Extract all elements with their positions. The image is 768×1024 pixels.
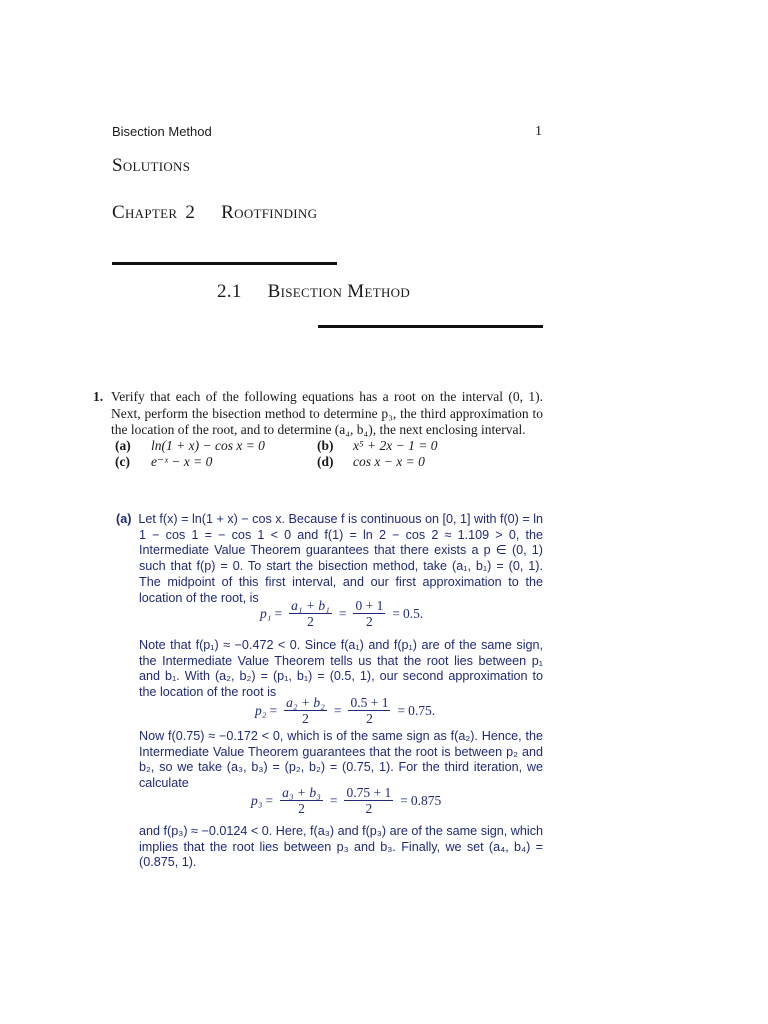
fraction-numerator: 0.5 + 1 [350,695,389,710]
equation-p2: p₂ = $\frac{\text{a₂ + b₂}}{2}$ = $\frac{0.5 + 1}{2}$ = 0.75. [255,695,436,726]
fraction-numerator: a₁ + b₁ [291,598,330,613]
parts-row [115,454,535,470]
eq-result: 0.5. [402,605,424,621]
fraction [348,695,390,726]
solution-a-paragraph-3: Now f(0.75) ≈ −0.172 < 0, which is of the same sign as f(a₂). Hence, the Intermediate Value Theorem guarantees that the root is between p₂ and b₂, so we take (a₃, b₃) = (p₂, b₂) = (0.75, 1). For the third iteration, we calculate [139,729,543,791]
fraction-numerator: 0 + 1 [355,598,384,613]
bottom-rule [318,325,543,328]
fraction-numerator: 0.75 + 1 [346,785,392,800]
part-equation: cos x − x = 0 [353,454,425,469]
solution-a-paragraph-4: and f(p₃) ≈ −0.0124 < 0. Here, f(a₃) and f(p₃) are of the same sign, which implies that the root lies between p₃ and b₃. Finally, we set (a₄, b₄) = (0.875, 1). [139,824,543,870]
solution-label: (a) [116,512,132,526]
fraction-denominator: 2 [302,711,309,726]
part-c [115,454,317,470]
eq-lhs: p₂ [255,702,267,718]
fraction-numerator: a₂ + b₂ [286,695,325,710]
running-head: Bisection Method [112,124,212,139]
problem-statement [93,389,543,439]
fraction-numerator: a₃ + b₃ [282,785,321,800]
part-label: (a) [115,438,131,453]
part-label: (d) [317,454,334,469]
eq-result: 0.75. [408,702,436,718]
solutions-heading: Solutions [112,155,191,176]
part-equation: e⁻ˣ − x = 0 [151,454,213,469]
part-d [317,454,519,470]
problem-text: Verify that each of the following equations has a root on the interval (0, 1). Next, perform the bisection method to determine p₃, the third approximation to the location of the root, and to determine (a₄, b₄), the next enclosing interval. [111,389,543,437]
fraction [353,598,385,629]
parts-row [115,438,535,454]
section-title: Bisection Method [267,281,411,302]
equation-p1: p₁ = $\frac{\text{a₁ + b₁}}{2}$ = $\frac{0 + 1}{2}$ = 0.5. [260,598,424,629]
page-number: 1 [535,124,542,139]
chapter-title: Rootfinding [221,202,318,223]
chapter-label: Chapter [112,202,178,223]
fraction-denominator: 2 [366,614,373,629]
solution-text: Let f(x) = ln(1 + x) − cos x. Because f is continuous on [0, 1] with f(0) = ln 1 − cos 1 = − cos 1 < 0 and f(1) = ln 2 − cos 2 ≈ 1.109 > 0, the Intermediate Value Theorem guarantees that there exists a p ∈ (0, 1) such that f(p) = 0. To start the bisection method, take (a₁, b₁) = (0, 1). The midpoint of this first interval, and our first approximation to the location of the root, is [138,512,543,605]
problem-number: 1. [93,389,104,404]
fraction [289,598,332,629]
fraction-denominator: 2 [365,801,373,816]
eq-lhs: p₁ [260,605,272,621]
part-label: (b) [317,438,334,453]
part-a [115,438,317,454]
section-number: 2.1 [217,281,242,302]
fraction [284,695,327,726]
problem-parts [115,438,535,470]
fraction-denominator: 2 [307,614,314,629]
solution-a-paragraph-1 [116,512,543,606]
part-label: (c) [115,454,130,469]
chapter-number: 2 [185,202,196,223]
eq-result: 0.875 [410,792,442,808]
part-equation: x⁵ + 2x − 1 = 0 [353,438,438,453]
fraction [280,785,323,816]
top-rule [112,262,337,265]
part-equation: ln(1 + x) − cos x = 0 [151,438,265,453]
solution-a-paragraph-2: Note that f(p₁) ≈ −0.472 < 0. Since f(a₁) and f(p₁) are of the same sign, the Intermediate Value Theorem tells us that the root lies between p₁ and b₁. With (a₂, b₂) = (p₁, b₁) = (0.5, 1), our second approximation to the location of the root is [139,638,543,700]
part-b [317,438,519,454]
chapter-heading [112,202,317,224]
section-heading [217,281,410,303]
equation-p3: p₃ = $\frac{\text{a₃ + b₃}}{2}$ = $\frac{0.75 + 1}{2}$ = 0.875 [251,785,442,816]
fraction [344,785,393,816]
eq-lhs: p₃ [251,792,263,808]
fraction-denominator: 2 [366,711,373,726]
fraction-denominator: 2 [298,801,305,816]
